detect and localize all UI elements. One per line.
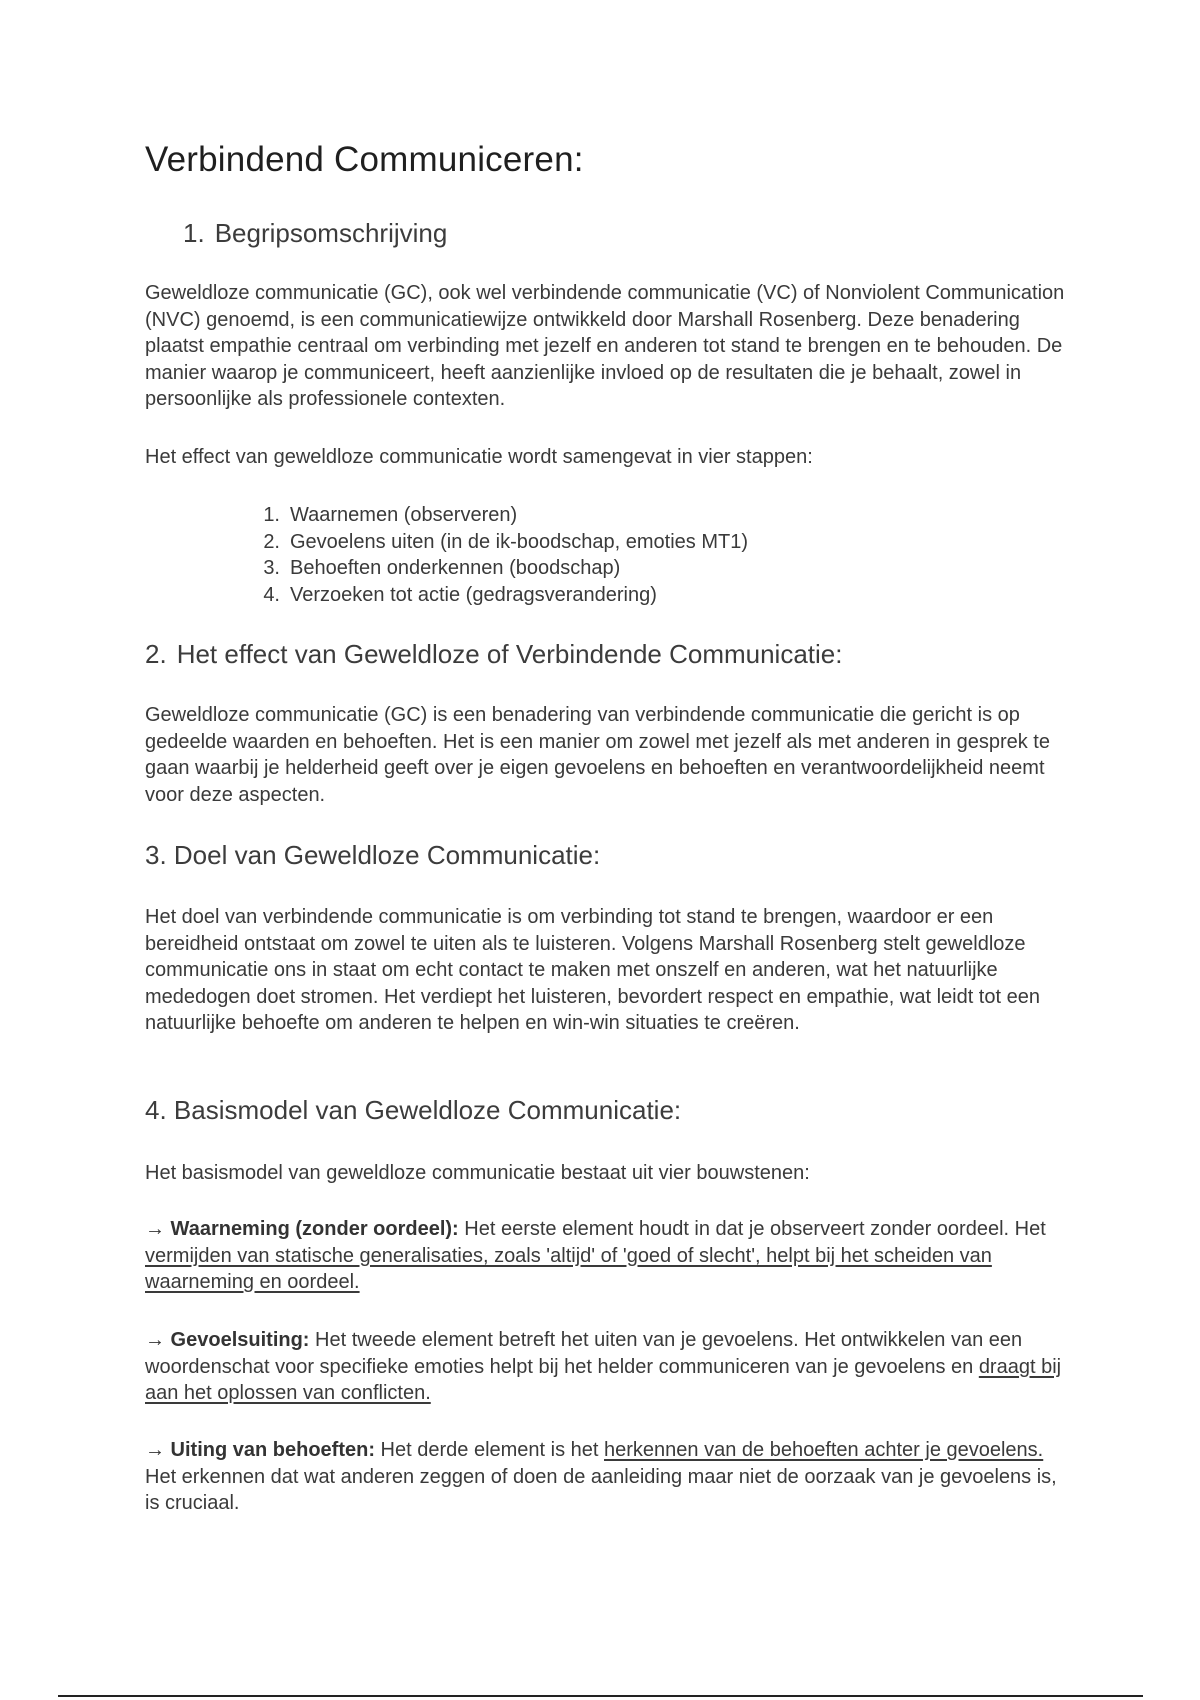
document-title: Verbindend Communiceren: [145,140,584,179]
section4-intro: Het basismodel van geweldloze communicatie bestaat uit vier bouwstenen: [145,1162,810,1184]
section2-heading-text: Het effect van Geweldloze of Verbindende Communicatie: [176,639,843,669]
section1-number: 1. [183,218,205,248]
underlined-text: draagt bij aan het oplossen van conflicten. [145,1355,1062,1404]
section1-intro: Het effect van geweldloze communicatie wordt samengevat in vier stappen: [145,446,813,468]
section1-heading [183,218,447,249]
section2-number: 2. [145,639,167,669]
section2-heading [145,639,842,670]
block-label: → Waarneming (zonder oordeel): [145,1218,459,1240]
section4-heading: 4. Basismodel van Geweldloze Communicatie: [145,1095,682,1125]
block-label: → Gevoelsuiting: [145,1329,310,1351]
section1-paragraph: Geweldloze communicatie (GC), ook wel verbindende communicatie (VC) of Nonviolent Communication (NVC) genoemd, is een communicatiewijze ontwikkeld door Marshall Rosenberg. Deze benadering plaatst empathie centraal om verbinding met jezelf en anderen tot stand te brengen en te behouden. De manier waarop je communiceert, heeft aanzienlijke invloed op de resultaten die je behaalt, zowel in persoonlijke als professionele contexten. [145,282,1065,410]
footer-divider [58,1695,1143,1697]
list-item: 3. Behoeften onderkennen (boodschap) [263,557,621,579]
steps-list [250,502,748,608]
section3-paragraph: Het doel van verbindende communicatie is om verbinding tot stand te brengen, waardoor er een bereidheid ontstaat om zowel te uiten als te luisteren. Volgens Marshall Rosenberg stelt geweldloze communicatie ons in staat om echt contact te maken met onszelf en anderen, wat het natuurlijke mededogen doet stromen. Het verdiept het luisteren, bevordert respect en empathie, wat leidt tot een natuurlijke behoefte om anderen te helpen en win-win situaties te creëren. [145,906,1040,1034]
section1-heading-text: Begripsomschrijving [214,218,448,248]
building-block-feelings: → Gevoelsuiting: Het tweede element betreft het uiten van je gevoelens. Het ontwikkelen van een woordenschat voor specifieke emoties helpt bij het helder communiceren van je gevoelens en draagt bij aan het oplossen van conflicten. [145,1329,1062,1404]
section2-paragraph: Geweldloze communicatie (GC) is een benadering van verbindende communicatie die gericht is op gedeelde waarden en behoeften. Het is een manier om zowel met jezelf als met anderen in gesprek te gaan waarbij je helderheid geeft over je eigen gevoelens en behoeften en verantwoordelijkheid neemt voor deze aspecten. [145,704,1050,806]
block-label: → Uiting van behoeften: [145,1439,375,1461]
underlined-text: herkennen van de behoeften achter je gevoelens. [604,1439,1044,1461]
underlined-text: vermijden van statische generalisaties, zoals 'altijd' of 'goed of slecht', helpt bij het scheiden van waarneming en oordeel. [145,1244,992,1293]
list-item: 1. Waarnemen (observeren) [263,504,518,526]
list-item: 2. Gevoelens uiten (in de ik-boodschap, emoties MT1) [263,530,749,553]
list-item: 4. Verzoeken tot actie (gedragsverandering) [263,583,657,606]
building-block-needs: → Uiting van behoeften: Het derde element is het herkennen van de behoeften achter je gevoelens. Het erkennen dat wat anderen zeggen of doen de aanleiding maar niet de oorzaak van je gevoelens is, is cruciaal. [145,1439,1057,1514]
building-block-observation: → Waarneming (zonder oordeel): Het eerste element houdt in dat je observeert zonder oordeel. Het vermijden van statische generalisaties, zoals 'altijd' of 'goed of slecht', helpt bij het scheiden van waarneming en oordeel. [145,1218,1046,1293]
section3-heading: 3. Doel van Geweldloze Communicatie: [145,840,601,870]
